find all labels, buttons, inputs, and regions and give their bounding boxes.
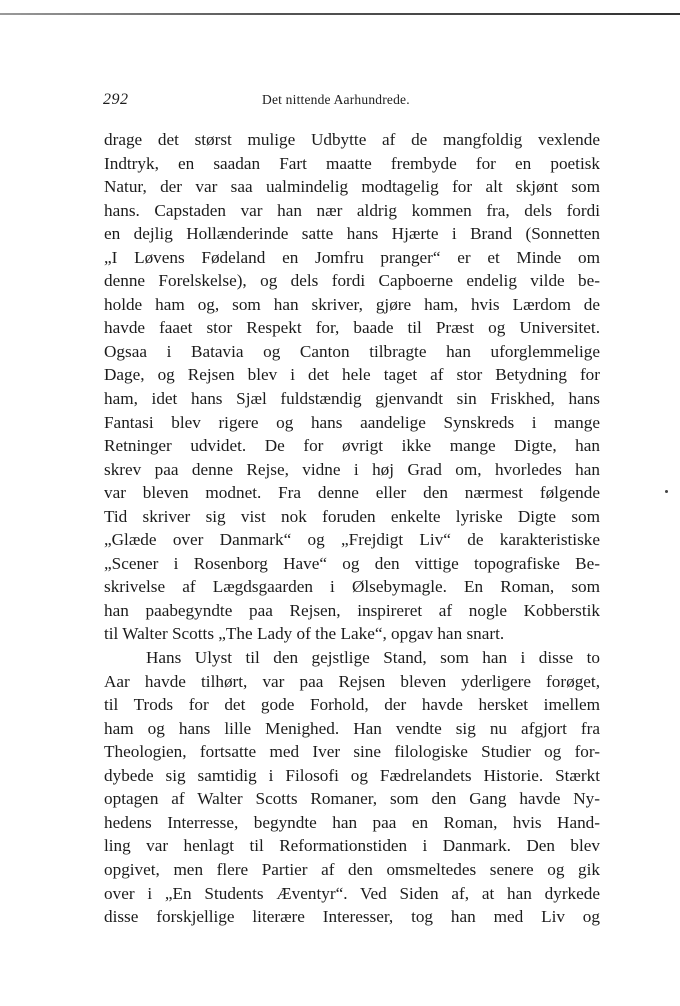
text-line: holde ham og, som han skriver, gjøre ham, hvis Lærdom de: [104, 294, 600, 314]
text-line: Fantasi blev rigere og hans aandelige Synskreds i mange: [104, 412, 600, 432]
text-line: ham, idet hans Sjæl fuldstændig gjenvandt sin Friskhed, hans: [104, 389, 600, 409]
text-line: Theologien, fortsatte med Iver sine filologiske Studier og for-: [104, 742, 600, 762]
text-line: Tid skriver sig vist nok foruden enkelte lyriske Digte som: [104, 506, 600, 526]
text-line: til Walter Scotts „The Lady of the Lake“, opgav han snart.: [104, 624, 505, 644]
running-title: Det nittende Aarhundrede.: [262, 92, 410, 107]
text-line: denne Forelskelse), og dels fordi Capboerne endelig vilde be-: [104, 271, 600, 291]
ink-speck: [665, 490, 668, 493]
text-line: over i „En Students Æventyr“. Ved Siden af, at han dyrkede: [104, 883, 600, 903]
page-number: 292: [103, 91, 129, 108]
text-line: havde faaet stor Respekt for, baade til Præst og Universitet.: [104, 318, 600, 338]
body-text: [104, 128, 600, 929]
text-line: Ogsaa i Batavia og Canton tilbragte han uforglemmelige: [104, 341, 600, 361]
text-line: opgivet, men flere Partier af den omsmeltedes senere og gik: [104, 859, 600, 879]
text-line: dybede sig samtidig i Filosofi og Fædrelandets Historie. Stærkt: [104, 765, 600, 785]
text-line: „Scener i Rosenborg Have“ og den vittige topografiske Be-: [104, 553, 600, 573]
text-line: Retninger udvidet. De for øvrigt ikke mange Digte, han: [104, 436, 600, 456]
text-line: ham og hans lille Menighed. Han vendte sig nu afgjort fra: [104, 718, 600, 738]
text-line: han paabegyndte paa Rejsen, inspireret af nogle Kobberstik: [104, 600, 600, 620]
text-line: en dejlig Hollænderinde satte hans Hjærte i Brand (Sonnetten: [104, 224, 600, 244]
text-line: Natur, der var saa ualmindelig modtagelig for alt skjønt som: [104, 177, 600, 197]
text-line: hedens Interresse, begyndte han paa en Roman, hvis Hand-: [104, 812, 600, 832]
text-line: Indtryk, en saadan Fart maatte frembyde for en poetisk: [104, 153, 600, 173]
top-rule: [0, 13, 680, 15]
text-line: optagen af Walter Scotts Romaner, som den Gang havde Ny-: [104, 789, 600, 809]
text-line: skrev paa denne Rejse, vidne i høj Grad om, hvorledes han: [104, 459, 600, 479]
text-line: „I Løvens Fødeland en Jomfru pranger“ er et Minde om: [104, 247, 600, 267]
text-line: ling var henlagt til Reformationstiden i Danmark. Den blev: [104, 836, 600, 856]
text-line: til Trods for det gode Forhold, der havde hersket imellem: [104, 695, 600, 715]
text-line: Dage, og Rejsen blev i det hele taget af stor Betydning for: [104, 365, 600, 385]
paragraph-first-line: Hans Ulyst til den gejstlige Stand, som han i disse to: [146, 648, 600, 668]
text-line: skrivelse af Lægdsgaarden i Ølsebymagle. En Roman, som: [104, 577, 600, 597]
text-line: disse forskjellige literære Interesser, tog han med Liv og: [104, 907, 600, 927]
text-line: hans. Capstaden var han nær aldrig kommen fra, dels fordi: [104, 200, 600, 220]
text-line: drage det størst mulige Udbytte af de mangfoldig vexlende: [104, 130, 600, 149]
text-line: var bleven modnet. Fra denne eller den nærmest følgende: [104, 483, 600, 503]
text-line: Aar havde tilhørt, var paa Rejsen bleven yderligere forøget,: [104, 671, 600, 691]
text-line: „Glæde over Danmark“ og „Frejdigt Liv“ de karakteristiske: [104, 530, 600, 550]
